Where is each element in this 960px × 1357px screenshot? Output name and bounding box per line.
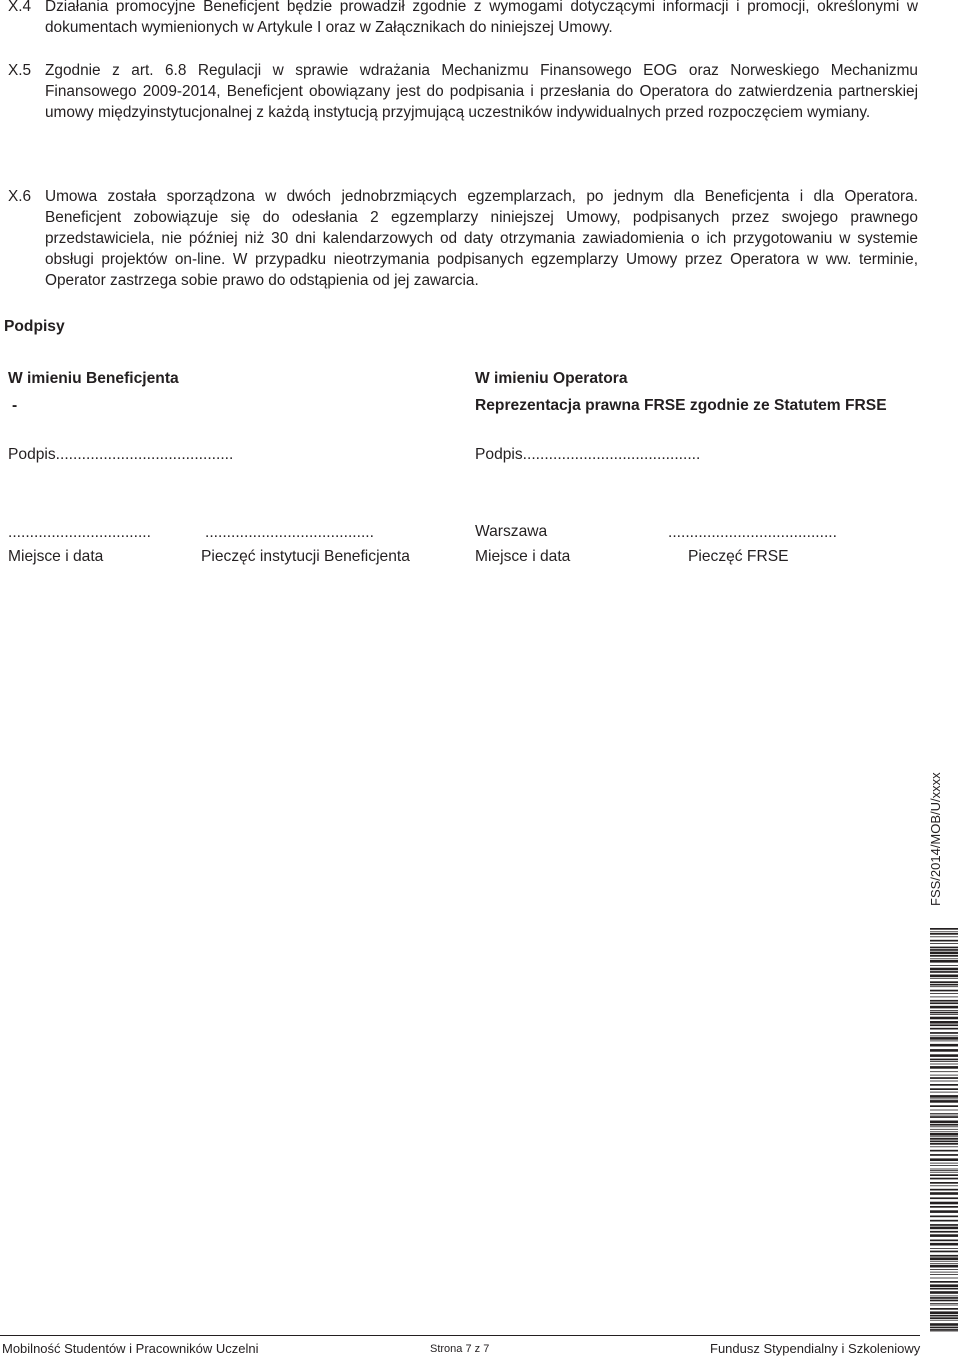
barcode-bar: [930, 1028, 958, 1030]
barcode-bar: [930, 1141, 958, 1143]
signatures-heading: Podpisy: [4, 318, 65, 335]
barcode-bar: [930, 928, 958, 930]
barcode-bar: [930, 1308, 958, 1310]
barcode-bar: [930, 1010, 958, 1011]
barcode-bar: [930, 1269, 958, 1270]
barcode-bar: [930, 1281, 958, 1283]
footer-divider: [0, 1335, 920, 1336]
footer-page-number: Strona 7 z 7: [430, 1343, 490, 1355]
barcode-bar: [930, 1192, 958, 1195]
clause-number: X.6: [8, 188, 32, 205]
barcode-bar: [930, 1303, 958, 1304]
barcode-bar: [930, 1084, 958, 1086]
beneficiary-stamp-label: Pieczęć instytucji Beneficjenta: [201, 548, 410, 565]
operator-signature-line: Podpis.........................................: [475, 446, 701, 463]
barcode-bar: [930, 986, 958, 987]
clause-x5: [8, 60, 918, 123]
barcode-bar: [930, 1320, 958, 1321]
barcode-bar: [930, 1255, 958, 1257]
clause-text: Działania promocyjne Beneficjent będzie prowadził zgodnie z wymogami dotyczącymi informacji i promocji, określonymi w dokumentach wymienionych w Artykule I oraz w Załącznikach do niniejszej Umowy.: [45, 0, 918, 36]
barcode-bar: [930, 1126, 958, 1127]
barcode-bar: [930, 978, 958, 979]
barcode-bar: [930, 1036, 958, 1037]
barcode-bar: [930, 975, 958, 978]
operator-place-label: Miejsce i data: [475, 548, 571, 565]
operator-stamp-dots: .......................................: [668, 524, 837, 541]
barcode-bar: [930, 965, 958, 966]
barcode-bar: [930, 1165, 958, 1166]
barcode-bar: [930, 949, 958, 951]
barcode-bar: [930, 1297, 958, 1299]
barcode-bar: [930, 1077, 958, 1079]
barcode-bar: [930, 1272, 958, 1273]
barcode-bar: [930, 1138, 958, 1140]
barcode-bar: [930, 1143, 958, 1145]
barcode-bar: [930, 997, 958, 998]
barcode-bar: [930, 1189, 958, 1191]
barcode-bar: [930, 947, 958, 949]
barcode-bar: [930, 1317, 958, 1319]
barcode-bar: [930, 940, 958, 942]
barcode-bar: [930, 1278, 958, 1279]
barcode-bar: [930, 955, 958, 957]
barcode-bar: [930, 1081, 958, 1082]
barcode-bar: [930, 1170, 958, 1171]
beneficiary-representative: -: [12, 397, 18, 414]
barcode-bar: [930, 1110, 958, 1111]
barcode-bar: [930, 1054, 958, 1057]
beneficiary-signature-line: Podpis.........................................: [8, 446, 234, 463]
barcode-bar: [930, 1311, 958, 1314]
barcode-bar: [930, 1323, 958, 1326]
barcode-bar: [930, 1064, 958, 1065]
clause-number: X.5: [8, 62, 32, 79]
footer-right: Fundusz Stypendialny i Szkoleniowy: [710, 1341, 921, 1356]
barcode-bar: [930, 1202, 958, 1205]
barcode-bar: [930, 1100, 958, 1103]
barcode-bar: [930, 1227, 958, 1230]
beneficiary-place-label: Miejsce i data: [8, 548, 104, 565]
barcode-bar: [930, 936, 958, 937]
barcode-bar: [930, 1291, 958, 1294]
barcode-bar: [930, 1129, 958, 1130]
document-code: FSS/2014/MOB/U/xxxx: [928, 772, 943, 906]
barcode-bar: [930, 1071, 958, 1072]
barcode-bar: [930, 1174, 958, 1176]
operator-stamp-label: Pieczęć FRSE: [688, 548, 789, 565]
barcode-bar: [930, 1041, 958, 1042]
beneficiary-place-dots: .................................: [8, 524, 151, 541]
barcode-bar: [930, 984, 958, 986]
barcode-bar: [930, 1231, 958, 1233]
barcode-bar: [930, 1061, 958, 1062]
barcode-bar: [930, 1105, 958, 1107]
barcode-bar: [930, 1000, 958, 1002]
barcode-bar: [930, 1305, 958, 1306]
barcode-bar: [930, 1131, 958, 1132]
barcode-bar: [930, 1248, 958, 1249]
barcode-bar: [930, 1158, 958, 1161]
barcode-bar: [930, 1012, 958, 1014]
barcode-bar: [930, 1116, 958, 1118]
barcode-bar: [930, 1154, 958, 1156]
barcode-bar: [930, 1185, 958, 1186]
barcode-bar: [930, 931, 958, 932]
barcode-bar: [930, 1006, 958, 1009]
clause-x4: [8, 0, 918, 38]
barcode-bar: [930, 993, 958, 994]
barcode-bar: [930, 1150, 958, 1152]
barcode-bar: [930, 1210, 958, 1213]
barcode-bar: [930, 1066, 958, 1069]
barcode-bar: [930, 1088, 958, 1090]
barcode: [930, 928, 958, 1332]
barcode-bar: [930, 1075, 958, 1076]
barcode-bar: [930, 1163, 958, 1164]
barcode-bar: [930, 960, 958, 963]
barcode-bar: [930, 1002, 958, 1004]
beneficiary-title: W imieniu Beneficjenta: [8, 370, 179, 387]
barcode-bar: [930, 1243, 958, 1246]
barcode-bar: [930, 1169, 958, 1170]
barcode-bar: [930, 1300, 958, 1302]
barcode-bar: [930, 1032, 958, 1034]
barcode-bar: [930, 1284, 958, 1287]
barcode-bar: [930, 1059, 958, 1061]
barcode-bar: [930, 1044, 958, 1047]
barcode-bar: [930, 1197, 958, 1199]
clause-text: Zgodnie z art. 6.8 Regulacji w sprawie wdrażania Mechanizmu Finansowego EOG oraz Norweskiego Mechanizmu Finansowego 2009-2014, Beneficjent obowiązany jest do podpisania i przesłania do Operatora do zatwierdzenia partnerskiej umowy międzyinstytucjonalnej z każdą instytucją przyjmującą uczestników indywidualnych przed rozpoczęciem wymiany.: [45, 62, 918, 121]
barcode-bar: [930, 1240, 958, 1242]
operator-title: W imieniu Operatora: [475, 370, 628, 387]
barcode-bar: [930, 1274, 958, 1275]
barcode-bar: [930, 1095, 958, 1098]
barcode-bar: [930, 1265, 958, 1268]
barcode-bar: [930, 933, 958, 935]
barcode-bar: [930, 1133, 958, 1136]
operator-representative: Reprezentacja prawna FRSE zgodnie ze Statutem FRSE: [475, 397, 887, 414]
barcode-bar: [930, 1014, 958, 1015]
barcode-bar: [930, 1296, 958, 1297]
barcode-bar: [930, 1121, 958, 1124]
barcode-bar: [930, 990, 958, 992]
barcode-bar: [930, 968, 958, 971]
barcode-bar: [930, 1329, 958, 1331]
clause-text: Umowa została sporządzona w dwóch jednobrzmiących egzemplarzach, po jednym dla Beneficjenta i dla Operatora. Beneficjent zobowiązuje się do odesłania 2 egzemplarzy niniejszej Umowy, podpisanych przez swojego prawnego przedstawiciela, nie później niż 30 dni kalendarzowych od daty otrzymania zawiadomienia o ich przygotowaniu w systemie obsługi projektów on-line. W przypadku nieotrzymania podpisanych egzemplarzy Umowy przez Operatora w ww. terminie, Operator zastrzega sobie prawo do odstąpienia od jej zawarcia.: [45, 188, 918, 289]
barcode-bar: [930, 1099, 958, 1100]
barcode-bar: [930, 1172, 958, 1173]
barcode-bar: [930, 1220, 958, 1222]
barcode-bar: [930, 1092, 958, 1093]
barcode-bar: [930, 1206, 958, 1208]
barcode-bar: [930, 1146, 958, 1147]
barcode-bar: [930, 1124, 958, 1126]
barcode-bar: [930, 1327, 958, 1329]
clause-number: X.4: [8, 0, 32, 15]
barcode-bar: [930, 1263, 958, 1264]
barcode-bar: [930, 1049, 958, 1052]
footer-left: Mobilność Studentów i Pracowników Uczelni: [2, 1341, 259, 1356]
beneficiary-stamp-dots: .......................................: [205, 524, 374, 541]
barcode-bar: [930, 1257, 958, 1260]
barcode-bar: [930, 943, 958, 944]
barcode-bar: [930, 1017, 958, 1020]
barcode-bar: [930, 1288, 958, 1290]
barcode-bar: [930, 1182, 958, 1184]
operator-place-value: Warszawa: [475, 523, 548, 540]
barcode-bar: [930, 1315, 958, 1317]
barcode-bar: [930, 1136, 958, 1137]
barcode-bar: [930, 1115, 958, 1116]
barcode-bar: [930, 1113, 958, 1114]
barcode-bar: [930, 952, 958, 955]
barcode-bar: [930, 1216, 958, 1218]
barcode-bar: [930, 1261, 958, 1262]
barcode-bar: [930, 981, 958, 983]
barcode-bar: [930, 1224, 958, 1226]
clause-x6: [8, 186, 918, 291]
barcode-bar: [930, 958, 958, 959]
barcode-bar: [930, 971, 958, 973]
barcode-bar: [930, 1037, 958, 1040]
barcode-bar: [930, 1024, 958, 1026]
barcode-bar: [930, 1021, 958, 1024]
barcode-bar: [930, 1234, 958, 1237]
barcode-bar: [930, 1178, 958, 1180]
barcode-bar: [930, 1251, 958, 1253]
